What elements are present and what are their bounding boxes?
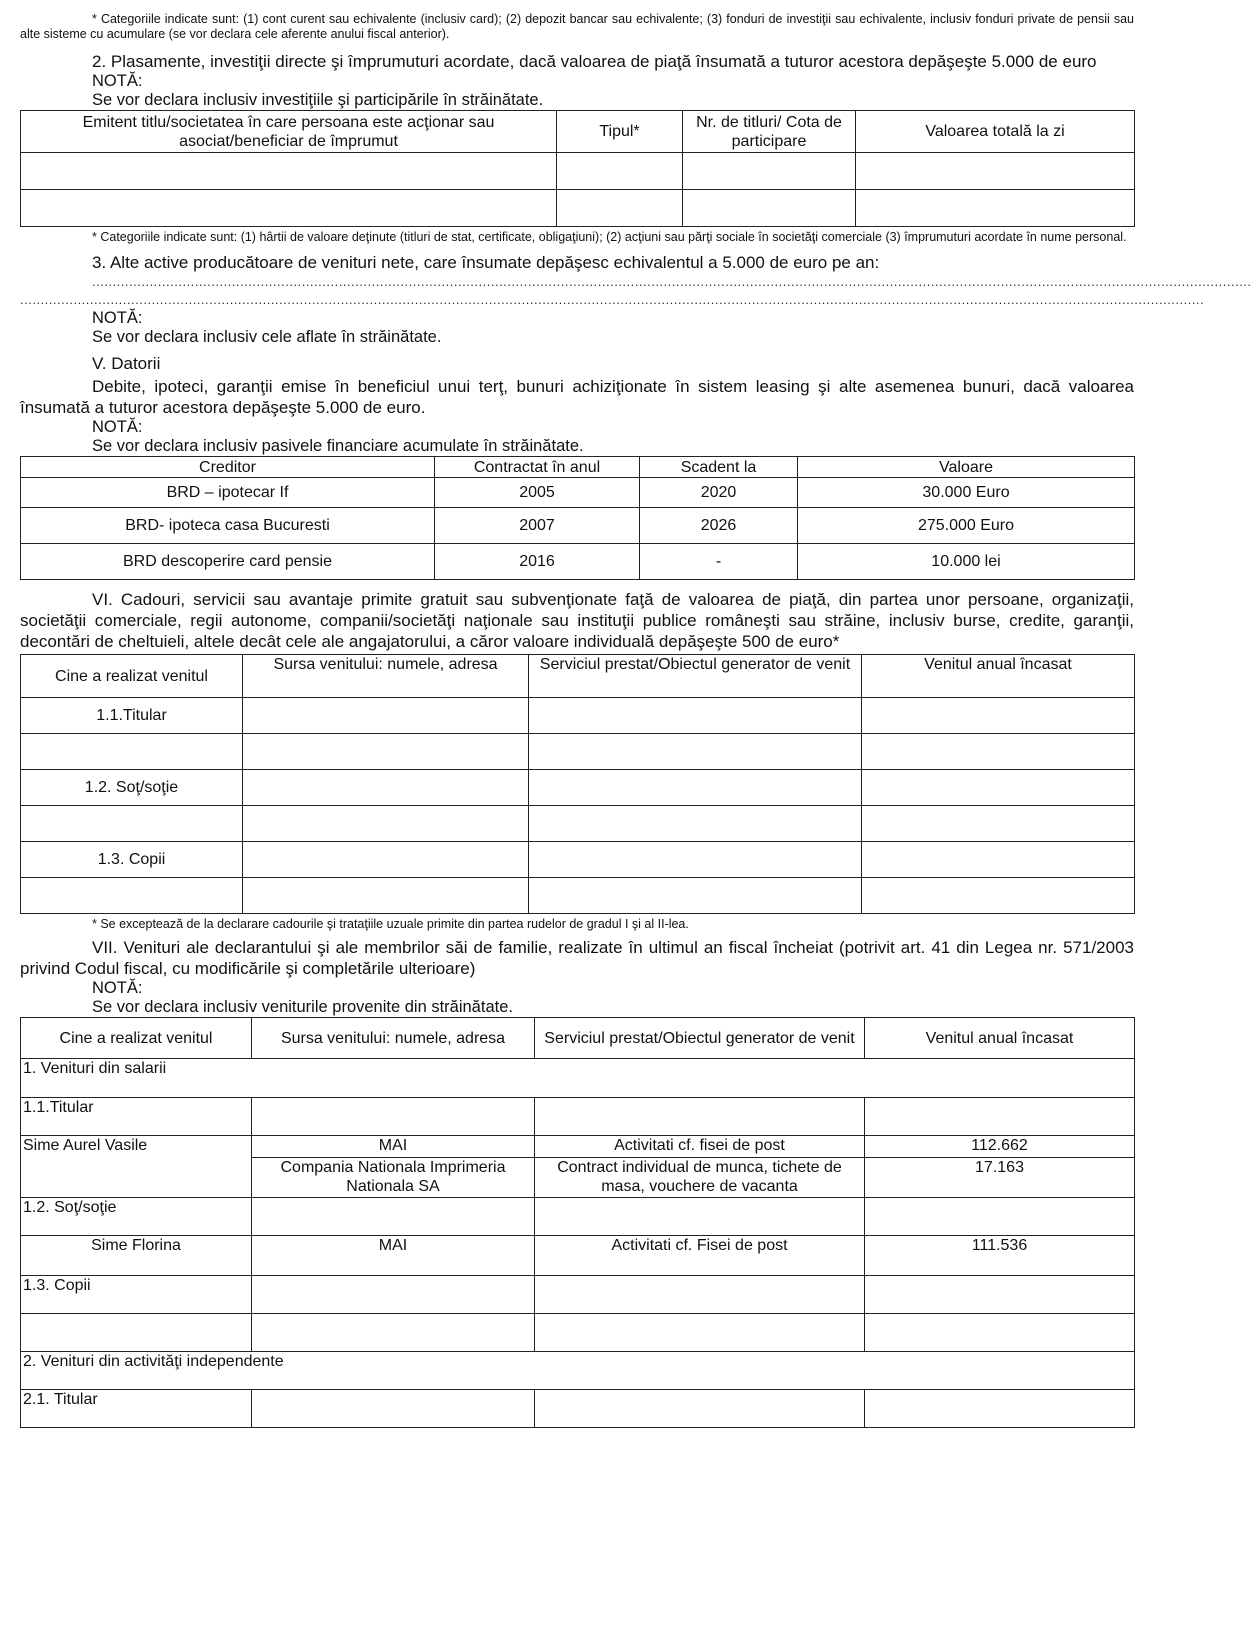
col-header: Creditor (21, 457, 435, 478)
investments-table (20, 110, 1135, 227)
section-4-item-3: 3. Alte active producătoare de venituri nete, care însumate depăşesc echivalentul a 5.000 de euro pe an: (92, 253, 880, 272)
table-row: Sime Florina MAI Activitati cf. Fisei de post 111.536 (21, 1236, 1135, 1276)
income-category: 1. Venituri din salarii (21, 1059, 1135, 1098)
table-row (21, 190, 1135, 227)
debts-table (20, 456, 1135, 580)
table-row (21, 878, 1135, 914)
table-row: BRD – ipotecar If 2005 2020 30.000 Euro (21, 478, 1135, 508)
table-row: 2.1. Titular (21, 1390, 1135, 1428)
table-row (21, 153, 1135, 190)
table-row (21, 1059, 1135, 1098)
footnote-investment-categories: * Categoriile indicate sunt: (1) hârtii de valoare deţinute (titluri de stat, certificate, obligaţiuni); (2) acţiuni sau părţi sociale în societăţi comerciale (3) împrumuturi acordate în nume personal. (92, 230, 1127, 244)
col-header: Scadent la (640, 457, 798, 478)
nota-text: Se vor declara inclusiv investiţiile şi participările în străinătate. (92, 91, 544, 109)
col-header: Serviciul prestat/Obiectul generator de venit (535, 1018, 865, 1059)
income-table (20, 1017, 1135, 1428)
nota-text: Se vor declara inclusiv cele aflate în străinătate. (92, 328, 442, 346)
table-row (21, 734, 1135, 770)
nota-label: NOTĂ: (92, 418, 143, 436)
nota-text: Se vor declara inclusiv pasivele financiare acumulate în străinătate. (92, 437, 584, 455)
col-header: Sursa venitului: numele, adresa (243, 655, 529, 698)
section-4-item-2: 2. Plasamente, investiţii directe şi împrumuturi acordate, dacă valoarea de piaţă însumată a tuturor acestora depăşeşte 5.000 de euro (92, 52, 1097, 71)
dotted-line: .......................................................................................................................................................................................................................................................................................... (92, 274, 1252, 289)
section-6-text: VI. Cadouri, servicii sau avantaje primite gratuit sau subvenţionate faţă de valoarea de piaţă, din partea unor persoane, organizaţii, societăţii comerciale, regii autonome, companii/societăţi naţionale sau instituţii publice româneşti sau străine, inclusiv burse, credite, garanţii, decontări de cheltuieli, altele decât cele ale angajatorului, a căror valoare individuală depăşeşte 500 de euro* (20, 590, 1134, 651)
col-header: Serviciul prestat/Obiectul generator de venit (529, 655, 862, 698)
col-header: Emitent titlu/societatea în care persoana este acţionar sau asociat/beneficiar de împrumut (21, 111, 557, 153)
col-header: Nr. de titluri/ Cota de participare (683, 111, 856, 153)
col-header: Cine a realizat venitul (21, 655, 243, 698)
table-row: 1.2. Soţ/soţie (21, 770, 1135, 806)
section-7-text: VII. Venituri ale declarantului şi ale membrilor săi de familie, realizate în ultimul an fiscal încheiat (potrivit art. 41 din Legea nr. 571/2003 privind Codul fiscal, cu modificările şi completările ulterioare) (20, 938, 1134, 978)
table-row: 1.3. Copii (21, 1276, 1135, 1314)
table-row: Sime Aurel Vasile MAI Activitati cf. fisei de post 112.662 (21, 1136, 1135, 1158)
nota-label: NOTĂ: (92, 72, 143, 90)
table-row: BRD- ipoteca casa Bucuresti 2007 2026 275.000 Euro (21, 508, 1135, 544)
col-header: Valoare (798, 457, 1135, 478)
col-header: Valoarea totală la zi (856, 111, 1135, 153)
section-5-title: V. Datorii (92, 354, 161, 373)
table-row (21, 806, 1135, 842)
nota-label: NOTĂ: (92, 979, 143, 997)
col-header: Tipul* (557, 111, 683, 153)
table-row: Compania Nationala Imprimeria Nationala SA Contract individual de munca, tichete de masa, vouchere de vacanta 17.163 (21, 1158, 1135, 1198)
table-row: 1.1.Titular (21, 1098, 1135, 1136)
nota-text: Se vor declara inclusiv veniturile provenite din străinătate. (92, 998, 513, 1016)
table-row (21, 1352, 1135, 1390)
table-row (21, 1314, 1135, 1352)
section-5-text: Debite, ipoteci, garanţii emise în beneficiul unui terţ, bunuri achiziţionate în sistem leasing şi alte asemenea bunuri, dacă valoarea însumată a tuturor acestora depăşeşte 5.000 de euro. (20, 377, 1134, 417)
income-category: 2. Venituri din activităţi independente (21, 1352, 1135, 1390)
col-header: Contractat în anul (435, 457, 640, 478)
col-header: Sursa venitului: numele, adresa (252, 1018, 535, 1059)
col-header: Cine a realizat venitul (21, 1018, 252, 1059)
dotted-line: ................................................................................................................................................................................................................................................................................................ (20, 292, 1205, 307)
footnote-account-categories: * Categoriile indicate sunt: (1) cont curent sau echivalente (inclusiv card); (2) depozit bancar sau echivalente; (3) fonduri de investiţii sau echivalente, inclusiv fonduri private de pensii sau alte sisteme cu acumulare (se vor declara cele aferente anului fiscal anterior). (20, 12, 1134, 41)
table-row: 1.1.Titular (21, 698, 1135, 734)
nota-label: NOTĂ: (92, 309, 143, 327)
col-header: Venitul anual încasat (862, 655, 1135, 698)
gifts-table (20, 654, 1135, 914)
table-row: 1.3. Copii (21, 842, 1135, 878)
table-row: 1.2. Soţ/soţie (21, 1198, 1135, 1236)
footnote-gifts: * Se exceptează de la declarare cadourile şi trataţiile uzuale primite din partea rudelor de gradul I şi al II-lea. (92, 917, 689, 931)
col-header: Venitul anual încasat (865, 1018, 1135, 1059)
table-row: BRD descoperire card pensie 2016 - 10.000 lei (21, 544, 1135, 580)
